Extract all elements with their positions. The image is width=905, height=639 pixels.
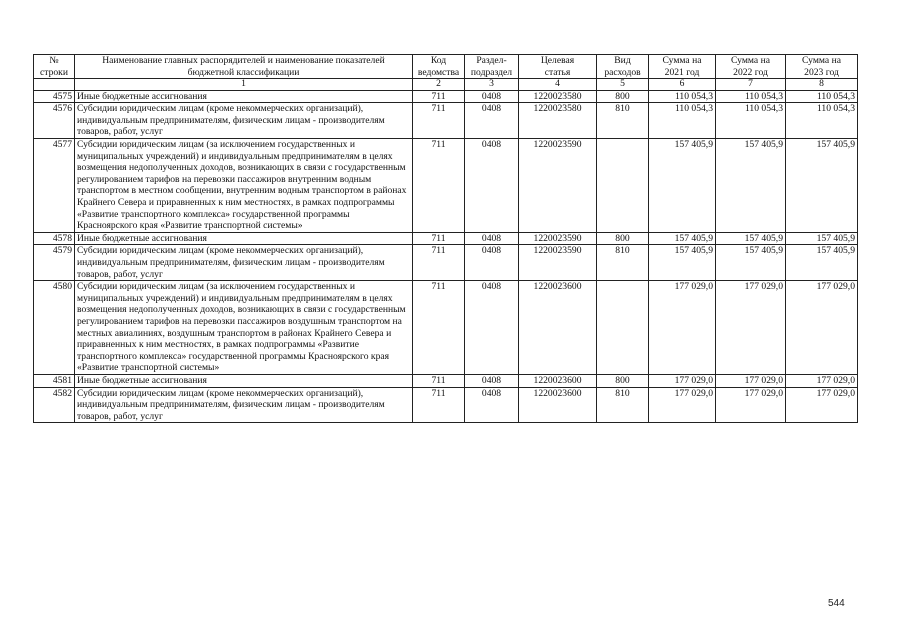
row-target-item: 1220023600 bbox=[519, 387, 597, 423]
row-department-code: 711 bbox=[413, 281, 465, 375]
row-department-code: 711 bbox=[413, 232, 465, 245]
row-section: 0408 bbox=[465, 139, 519, 233]
row-sum-2022: 177 029,0 bbox=[716, 374, 786, 387]
row-section: 0408 bbox=[465, 90, 519, 103]
row-sum-2023: 177 029,0 bbox=[786, 281, 858, 375]
row-number: 4578 bbox=[34, 232, 75, 245]
header-sum-2021: Сумма на 2021 год bbox=[649, 55, 716, 79]
row-number: 4576 bbox=[34, 103, 75, 139]
document-page bbox=[33, 54, 857, 423]
row-department-code: 711 bbox=[413, 90, 465, 103]
row-sum-2022: 177 029,0 bbox=[716, 387, 786, 423]
row-department-code: 711 bbox=[413, 387, 465, 423]
row-sum-2021: 157 405,9 bbox=[649, 139, 716, 233]
row-sum-2023: 157 405,9 bbox=[786, 139, 858, 233]
row-section: 0408 bbox=[465, 387, 519, 423]
row-department-code: 711 bbox=[413, 139, 465, 233]
table-row bbox=[34, 139, 858, 233]
budget-table bbox=[33, 54, 858, 423]
table-row bbox=[34, 387, 858, 423]
row-expense-type: 810 bbox=[597, 103, 649, 139]
table-row bbox=[34, 103, 858, 139]
row-sum-2022: 157 405,9 bbox=[716, 245, 786, 281]
row-number: 4581 bbox=[34, 374, 75, 387]
row-target-item: 1220023590 bbox=[519, 139, 597, 233]
row-sum-2022: 110 054,3 bbox=[716, 90, 786, 103]
row-sum-2021: 110 054,3 bbox=[649, 90, 716, 103]
row-number: 4577 bbox=[34, 139, 75, 233]
row-name: Иные бюджетные ассигнования bbox=[75, 374, 413, 387]
column-numbering-row bbox=[34, 79, 858, 91]
row-sum-2022: 110 054,3 bbox=[716, 103, 786, 139]
row-section: 0408 bbox=[465, 103, 519, 139]
row-section: 0408 bbox=[465, 232, 519, 245]
header-sum-2022: Сумма на 2022 год bbox=[716, 55, 786, 79]
row-sum-2022: 177 029,0 bbox=[716, 281, 786, 375]
row-sum-2022: 157 405,9 bbox=[716, 139, 786, 233]
row-name: Иные бюджетные ассигнования bbox=[75, 232, 413, 245]
row-name: Субсидии юридическим лицам (за исключением государственных и муниципальных учреждений) и индивидуальным предпринимателям в целях возмещения недополученных доходов, возникающих в связи с государственным регулированием тарифов на перевозки пассажиров внутренним водным транспортом в местном сообщении, внутренним водным транспортом в районах Крайнего Севера и приравненных к ним местностях, в рамках подпрограммы «Развитие транспортного комплекса» государственной программы Красноярского края «Развитие транспортной системы» bbox=[75, 139, 413, 233]
row-expense-type bbox=[597, 281, 649, 375]
row-expense-type: 810 bbox=[597, 245, 649, 281]
row-sum-2023: 177 029,0 bbox=[786, 374, 858, 387]
row-number: 4582 bbox=[34, 387, 75, 423]
row-expense-type bbox=[597, 139, 649, 233]
row-sum-2023: 157 405,9 bbox=[786, 245, 858, 281]
column-number: 1 bbox=[75, 79, 413, 91]
row-department-code: 711 bbox=[413, 245, 465, 281]
row-name: Субсидии юридическим лицам (за исключением государственных и муниципальных учреждений) и индивидуальным предпринимателям в целях возмещения недополученных доходов, возникающих в связи с государственным регулированием тарифов на перевозки пассажиров воздушным транспортом на местных авиалиниях, воздушным транспортом в районах Крайнего Севера и приравненных к ним местностях, в рамках подпрограммы «Развитие транспортного комплекса» государственной программы Красноярского края «Развитие транспортной системы» bbox=[75, 281, 413, 375]
row-target-item: 1220023590 bbox=[519, 232, 597, 245]
row-number: 4579 bbox=[34, 245, 75, 281]
column-number bbox=[34, 79, 75, 91]
row-expense-type: 800 bbox=[597, 374, 649, 387]
row-sum-2023: 157 405,9 bbox=[786, 232, 858, 245]
table-row bbox=[34, 245, 858, 281]
table-row bbox=[34, 374, 858, 387]
page-number: 544 bbox=[828, 598, 845, 609]
row-name: Субсидии юридическим лицам (кроме некоммерческих организаций), индивидуальным предпринимателям, физическим лицам - производителям товаров, работ, услуг bbox=[75, 245, 413, 281]
header-name: Наименование главных распорядителей и наименование показателей бюджетной классификации bbox=[75, 55, 413, 79]
column-number: 5 bbox=[597, 79, 649, 91]
row-sum-2023: 110 054,3 bbox=[786, 103, 858, 139]
row-target-item: 1220023580 bbox=[519, 103, 597, 139]
column-number: 4 bbox=[519, 79, 597, 91]
row-sum-2023: 110 054,3 bbox=[786, 90, 858, 103]
row-expense-type: 800 bbox=[597, 232, 649, 245]
header-target-item: Целевая статья bbox=[519, 55, 597, 79]
row-target-item: 1220023580 bbox=[519, 90, 597, 103]
row-number: 4580 bbox=[34, 281, 75, 375]
column-number: 2 bbox=[413, 79, 465, 91]
header-section: Раздел- подраздел bbox=[465, 55, 519, 79]
column-number: 3 bbox=[465, 79, 519, 91]
row-expense-type: 800 bbox=[597, 90, 649, 103]
header-row-number: № строки bbox=[34, 55, 75, 79]
row-sum-2021: 110 054,3 bbox=[649, 103, 716, 139]
row-number: 4575 bbox=[34, 90, 75, 103]
table-row bbox=[34, 90, 858, 103]
row-section: 0408 bbox=[465, 281, 519, 375]
column-number: 6 bbox=[649, 79, 716, 91]
header-sum-2023: Сумма на 2023 год bbox=[786, 55, 858, 79]
column-number: 8 bbox=[786, 79, 858, 91]
row-department-code: 711 bbox=[413, 374, 465, 387]
row-expense-type: 810 bbox=[597, 387, 649, 423]
row-section: 0408 bbox=[465, 374, 519, 387]
row-sum-2023: 177 029,0 bbox=[786, 387, 858, 423]
header-expense-type: Вид расходов bbox=[597, 55, 649, 79]
row-sum-2021: 177 029,0 bbox=[649, 374, 716, 387]
table-row bbox=[34, 281, 858, 375]
row-target-item: 1220023590 bbox=[519, 245, 597, 281]
row-sum-2021: 157 405,9 bbox=[649, 245, 716, 281]
row-name: Субсидии юридическим лицам (кроме некоммерческих организаций), индивидуальным предпринимателям, физическим лицам - производителям товаров, работ, услуг bbox=[75, 103, 413, 139]
row-target-item: 1220023600 bbox=[519, 281, 597, 375]
row-section: 0408 bbox=[465, 245, 519, 281]
row-sum-2021: 177 029,0 bbox=[649, 281, 716, 375]
header-department-code: Код ведомства bbox=[413, 55, 465, 79]
row-target-item: 1220023600 bbox=[519, 374, 597, 387]
column-number: 7 bbox=[716, 79, 786, 91]
row-name: Субсидии юридическим лицам (кроме некоммерческих организаций), индивидуальным предпринимателям, физическим лицам - производителям товаров, работ, услуг bbox=[75, 387, 413, 423]
table-header-row bbox=[34, 55, 858, 79]
row-sum-2021: 157 405,9 bbox=[649, 232, 716, 245]
row-name: Иные бюджетные ассигнования bbox=[75, 90, 413, 103]
table-row bbox=[34, 232, 858, 245]
row-department-code: 711 bbox=[413, 103, 465, 139]
row-sum-2021: 177 029,0 bbox=[649, 387, 716, 423]
row-sum-2022: 157 405,9 bbox=[716, 232, 786, 245]
